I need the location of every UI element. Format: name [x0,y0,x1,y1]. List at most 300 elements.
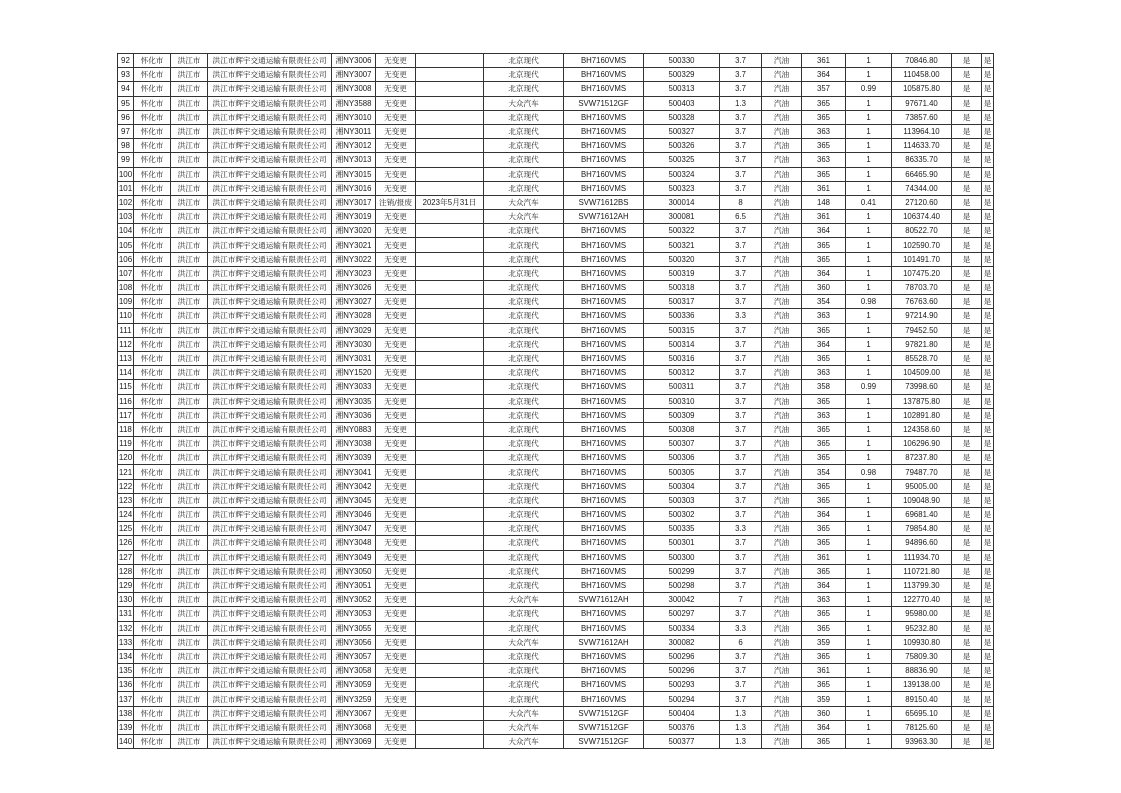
cell-county: 洪江市 [171,153,208,167]
cell-row-number: 119 [118,437,134,451]
cell-flag-a: 是 [952,408,982,422]
cell-model: BH7160VMS [564,266,644,280]
cell-county: 洪江市 [171,281,208,295]
cell-flag-b: 是 [982,394,994,408]
cell-plate-number: 湘NY3022 [332,252,376,266]
cell-change-status: 无变更 [376,110,416,124]
cell-displacement: 3.7 [720,692,762,706]
cell-operating-days: 365 [802,238,846,252]
cell-company: 洪江市辉宇交通运输有限责任公司 [208,692,332,706]
cell-city: 怀化市 [134,479,171,493]
cell-company: 洪江市辉宇交通运输有限责任公司 [208,408,332,422]
cell-brand: 大众汽车 [484,735,564,749]
cell-operating-days: 365 [802,96,846,110]
cell-brand: 北京现代 [484,408,564,422]
cell-displacement: 3.7 [720,578,762,592]
cell-plate-number: 湘NY3028 [332,309,376,323]
cell-company: 洪江市辉宇交通运输有限责任公司 [208,380,332,394]
cell-ratio: 1 [846,720,892,734]
cell-row-number: 124 [118,508,134,522]
cell-row-number: 138 [118,706,134,720]
cell-change-date [416,649,484,663]
cell-change-status: 无变更 [376,735,416,749]
cell-vehicle-code: 500312 [644,366,720,380]
cell-brand: 北京现代 [484,181,564,195]
cell-change-date [416,706,484,720]
cell-brand: 大众汽车 [484,720,564,734]
cell-flag-b: 是 [982,522,994,536]
cell-change-date [416,337,484,351]
cell-brand: 北京现代 [484,578,564,592]
cell-plate-number: 湘NY3017 [332,195,376,209]
cell-model: BH7160VMS [564,181,644,195]
cell-flag-b: 是 [982,337,994,351]
cell-city: 怀化市 [134,195,171,209]
cell-flag-a: 是 [952,437,982,451]
cell-model: BH7160VMS [564,309,644,323]
cell-flag-b: 是 [982,607,994,621]
cell-ratio: 1 [846,252,892,266]
cell-change-date [416,578,484,592]
cell-row-number: 132 [118,621,134,635]
cell-row-number: 108 [118,281,134,295]
cell-model: SVW71612AH [564,593,644,607]
cell-change-date [416,550,484,564]
cell-displacement: 3.7 [720,564,762,578]
cell-ratio: 1 [846,224,892,238]
cell-city: 怀化市 [134,82,171,96]
cell-flag-a: 是 [952,366,982,380]
cell-operating-days: 365 [802,522,846,536]
cell-flag-b: 是 [982,437,994,451]
cell-change-status: 无变更 [376,252,416,266]
cell-flag-b: 是 [982,195,994,209]
cell-change-status: 无变更 [376,380,416,394]
cell-brand: 北京现代 [484,224,564,238]
cell-model: BH7160VMS [564,536,644,550]
cell-city: 怀化市 [134,167,171,181]
cell-company: 洪江市辉宇交通运输有限责任公司 [208,195,332,209]
cell-city: 怀化市 [134,323,171,337]
cell-model: BH7160VMS [564,110,644,124]
cell-city: 怀化市 [134,706,171,720]
cell-row-number: 134 [118,649,134,663]
cell-flag-a: 是 [952,536,982,550]
cell-change-status: 无变更 [376,437,416,451]
cell-change-date [416,110,484,124]
cell-county: 洪江市 [171,465,208,479]
cell-amount: 102891.80 [892,408,952,422]
table-row [118,68,994,82]
cell-operating-days: 363 [802,309,846,323]
cell-company: 洪江市辉宇交通运输有限责任公司 [208,578,332,592]
table-row [118,678,994,692]
cell-brand: 北京现代 [484,309,564,323]
cell-model: BH7160VMS [564,54,644,68]
cell-fuel-type: 汽油 [762,635,802,649]
cell-vehicle-code: 500309 [644,408,720,422]
cell-row-number: 98 [118,139,134,153]
cell-vehicle-code: 500311 [644,380,720,394]
cell-vehicle-code: 500315 [644,323,720,337]
table-row [118,607,994,621]
cell-brand: 大众汽车 [484,635,564,649]
cell-operating-days: 365 [802,564,846,578]
cell-model: SVW71612AH [564,635,644,649]
cell-company: 洪江市辉宇交通运输有限责任公司 [208,110,332,124]
cell-amount: 102590.70 [892,238,952,252]
cell-brand: 北京现代 [484,451,564,465]
cell-displacement: 3.7 [720,238,762,252]
cell-flag-a: 是 [952,678,982,692]
cell-company: 洪江市辉宇交通运输有限责任公司 [208,139,332,153]
cell-fuel-type: 汽油 [762,649,802,663]
cell-brand: 北京现代 [484,564,564,578]
cell-flag-a: 是 [952,124,982,138]
cell-change-date [416,153,484,167]
cell-flag-a: 是 [952,224,982,238]
cell-change-date [416,252,484,266]
cell-vehicle-code: 500303 [644,493,720,507]
cell-company: 洪江市辉宇交通运输有限责任公司 [208,238,332,252]
cell-operating-days: 363 [802,124,846,138]
cell-model: BH7160VMS [564,252,644,266]
cell-flag-a: 是 [952,607,982,621]
cell-vehicle-code: 500323 [644,181,720,195]
cell-ratio: 1 [846,635,892,649]
cell-company: 洪江市辉宇交通运输有限责任公司 [208,68,332,82]
cell-change-status: 无变更 [376,720,416,734]
cell-change-status: 无变更 [376,54,416,68]
cell-company: 洪江市辉宇交通运输有限责任公司 [208,351,332,365]
cell-city: 怀化市 [134,210,171,224]
cell-county: 洪江市 [171,252,208,266]
cell-brand: 北京现代 [484,692,564,706]
cell-brand: 北京现代 [484,607,564,621]
cell-ratio: 1 [846,139,892,153]
cell-amount: 76763.60 [892,295,952,309]
cell-displacement: 1.3 [720,735,762,749]
cell-displacement: 8 [720,195,762,209]
cell-vehicle-code: 500316 [644,351,720,365]
cell-operating-days: 365 [802,451,846,465]
cell-vehicle-code: 500306 [644,451,720,465]
cell-plate-number: 湘NY3048 [332,536,376,550]
cell-change-status: 无变更 [376,493,416,507]
cell-amount: 78125.60 [892,720,952,734]
cell-flag-b: 是 [982,96,994,110]
cell-model: BH7160VMS [564,323,644,337]
table-row [118,323,994,337]
cell-fuel-type: 汽油 [762,408,802,422]
cell-vehicle-code: 500403 [644,96,720,110]
cell-operating-days: 363 [802,593,846,607]
cell-brand: 北京现代 [484,380,564,394]
table-row [118,578,994,592]
cell-row-number: 104 [118,224,134,238]
cell-model: SVW71612AH [564,210,644,224]
cell-brand: 北京现代 [484,337,564,351]
cell-flag-a: 是 [952,479,982,493]
cell-flag-b: 是 [982,351,994,365]
cell-model: BH7160VMS [564,366,644,380]
cell-city: 怀化市 [134,110,171,124]
cell-city: 怀化市 [134,309,171,323]
cell-plate-number: 湘NY3051 [332,578,376,592]
cell-flag-a: 是 [952,635,982,649]
cell-city: 怀化市 [134,493,171,507]
cell-plate-number: 湘NY3007 [332,68,376,82]
cell-brand: 大众汽车 [484,593,564,607]
cell-fuel-type: 汽油 [762,522,802,536]
cell-plate-number: 湘NY3042 [332,479,376,493]
cell-fuel-type: 汽油 [762,451,802,465]
cell-change-date [416,295,484,309]
cell-model: BH7160VMS [564,607,644,621]
cell-brand: 北京现代 [484,68,564,82]
cell-operating-days: 365 [802,607,846,621]
cell-flag-b: 是 [982,238,994,252]
cell-ratio: 1 [846,351,892,365]
cell-displacement: 3.7 [720,281,762,295]
cell-flag-a: 是 [952,550,982,564]
cell-operating-days: 365 [802,536,846,550]
cell-ratio: 1 [846,678,892,692]
cell-change-status: 无变更 [376,266,416,280]
cell-vehicle-code: 500377 [644,735,720,749]
cell-operating-days: 360 [802,706,846,720]
cell-fuel-type: 汽油 [762,323,802,337]
cell-ratio: 1 [846,578,892,592]
cell-change-date [416,139,484,153]
cell-ratio: 1 [846,451,892,465]
cell-ratio: 0.99 [846,380,892,394]
cell-vehicle-code: 500304 [644,479,720,493]
cell-fuel-type: 汽油 [762,224,802,238]
cell-city: 怀化市 [134,692,171,706]
cell-company: 洪江市辉宇交通运输有限责任公司 [208,337,332,351]
cell-ratio: 1 [846,550,892,564]
cell-ratio: 0.99 [846,82,892,96]
cell-fuel-type: 汽油 [762,720,802,734]
cell-change-status: 无变更 [376,124,416,138]
cell-fuel-type: 汽油 [762,181,802,195]
cell-change-date [416,380,484,394]
cell-city: 怀化市 [134,139,171,153]
cell-change-date [416,465,484,479]
cell-plate-number: 湘NY3068 [332,720,376,734]
cell-model: SVW71612BS [564,195,644,209]
cell-plate-number: 湘NY3046 [332,508,376,522]
cell-plate-number: 湘NY3069 [332,735,376,749]
cell-plate-number: 湘NY0883 [332,422,376,436]
table-row [118,692,994,706]
cell-vehicle-code: 500307 [644,437,720,451]
cell-fuel-type: 汽油 [762,664,802,678]
cell-amount: 79854.80 [892,522,952,536]
cell-ratio: 1 [846,238,892,252]
cell-flag-a: 是 [952,68,982,82]
cell-change-status: 无变更 [376,181,416,195]
cell-fuel-type: 汽油 [762,68,802,82]
cell-change-status: 无变更 [376,281,416,295]
cell-change-status: 无变更 [376,706,416,720]
cell-change-date [416,309,484,323]
cell-flag-a: 是 [952,735,982,749]
cell-plate-number: 湘NY3055 [332,621,376,635]
cell-row-number: 126 [118,536,134,550]
cell-change-date [416,678,484,692]
cell-flag-b: 是 [982,706,994,720]
cell-company: 洪江市辉宇交通运输有限责任公司 [208,394,332,408]
cell-ratio: 1 [846,124,892,138]
cell-fuel-type: 汽油 [762,621,802,635]
cell-model: BH7160VMS [564,394,644,408]
cell-operating-days: 364 [802,68,846,82]
table-row [118,139,994,153]
cell-change-date [416,437,484,451]
cell-fuel-type: 汽油 [762,536,802,550]
cell-fuel-type: 汽油 [762,422,802,436]
cell-model: BH7160VMS [564,82,644,96]
cell-county: 洪江市 [171,110,208,124]
cell-city: 怀化市 [134,578,171,592]
cell-operating-days: 358 [802,380,846,394]
cell-operating-days: 365 [802,437,846,451]
cell-change-date [416,181,484,195]
cell-fuel-type: 汽油 [762,266,802,280]
cell-county: 洪江市 [171,238,208,252]
cell-displacement: 1.3 [720,720,762,734]
cell-fuel-type: 汽油 [762,564,802,578]
cell-brand: 北京现代 [484,266,564,280]
cell-change-date [416,621,484,635]
cell-flag-b: 是 [982,309,994,323]
cell-vehicle-code: 500318 [644,281,720,295]
cell-plate-number: 湘NY3013 [332,153,376,167]
cell-operating-days: 354 [802,295,846,309]
cell-city: 怀化市 [134,351,171,365]
cell-company: 洪江市辉宇交通运输有限责任公司 [208,465,332,479]
cell-ratio: 1 [846,337,892,351]
cell-fuel-type: 汽油 [762,337,802,351]
cell-change-status: 无变更 [376,621,416,635]
cell-change-status: 无变更 [376,337,416,351]
cell-county: 洪江市 [171,621,208,635]
cell-change-status: 无变更 [376,351,416,365]
cell-amount: 113799.30 [892,578,952,592]
cell-flag-a: 是 [952,564,982,578]
cell-plate-number: 湘NY3023 [332,266,376,280]
table-row [118,465,994,479]
cell-fuel-type: 汽油 [762,281,802,295]
cell-displacement: 3.7 [720,550,762,564]
cell-amount: 113964.10 [892,124,952,138]
cell-plate-number: 湘NY3020 [332,224,376,238]
cell-city: 怀化市 [134,408,171,422]
cell-change-status: 注销/报废 [376,195,416,209]
cell-fuel-type: 汽油 [762,479,802,493]
cell-brand: 北京现代 [484,493,564,507]
cell-fuel-type: 汽油 [762,678,802,692]
cell-change-status: 无变更 [376,607,416,621]
cell-amount: 74344.00 [892,181,952,195]
cell-displacement: 3.7 [720,408,762,422]
table-row [118,210,994,224]
cell-city: 怀化市 [134,564,171,578]
cell-flag-a: 是 [952,394,982,408]
cell-change-status: 无变更 [376,564,416,578]
cell-flag-a: 是 [952,649,982,663]
cell-fuel-type: 汽油 [762,493,802,507]
cell-county: 洪江市 [171,522,208,536]
cell-displacement: 3.7 [720,124,762,138]
cell-change-status: 无变更 [376,451,416,465]
cell-change-status: 无变更 [376,479,416,493]
cell-displacement: 3.7 [720,224,762,238]
cell-brand: 北京现代 [484,437,564,451]
cell-row-number: 112 [118,337,134,351]
cell-vehicle-code: 500297 [644,607,720,621]
cell-flag-a: 是 [952,195,982,209]
cell-change-status: 无变更 [376,224,416,238]
cell-flag-a: 是 [952,692,982,706]
cell-change-date [416,564,484,578]
cell-flag-b: 是 [982,82,994,96]
cell-plate-number: 湘NY3057 [332,649,376,663]
cell-plate-number: 湘NY3067 [332,706,376,720]
cell-county: 洪江市 [171,720,208,734]
cell-change-status: 无变更 [376,96,416,110]
cell-model: BH7160VMS [564,337,644,351]
cell-change-status: 无变更 [376,508,416,522]
cell-operating-days: 365 [802,351,846,365]
cell-ratio: 1 [846,153,892,167]
cell-model: BH7160VMS [564,380,644,394]
cell-company: 洪江市辉宇交通运输有限责任公司 [208,153,332,167]
cell-brand: 大众汽车 [484,96,564,110]
cell-flag-a: 是 [952,96,982,110]
cell-ratio: 0.98 [846,295,892,309]
cell-brand: 北京现代 [484,54,564,68]
cell-plate-number: 湘NY3045 [332,493,376,507]
cell-county: 洪江市 [171,678,208,692]
cell-county: 洪江市 [171,351,208,365]
cell-vehicle-code: 300042 [644,593,720,607]
table-row [118,536,994,550]
cell-change-status: 无变更 [376,210,416,224]
cell-operating-days: 359 [802,692,846,706]
table-row [118,649,994,663]
cell-brand: 北京现代 [484,479,564,493]
cell-amount: 79452.50 [892,323,952,337]
cell-plate-number: 湘NY3026 [332,281,376,295]
cell-flag-b: 是 [982,68,994,82]
cell-row-number: 125 [118,522,134,536]
cell-county: 洪江市 [171,550,208,564]
cell-county: 洪江市 [171,564,208,578]
cell-brand: 北京现代 [484,351,564,365]
cell-row-number: 131 [118,607,134,621]
cell-fuel-type: 汽油 [762,238,802,252]
cell-change-status: 无变更 [376,408,416,422]
cell-ratio: 1 [846,593,892,607]
cell-model: BH7160VMS [564,493,644,507]
cell-city: 怀化市 [134,124,171,138]
cell-company: 洪江市辉宇交通运输有限责任公司 [208,735,332,749]
cell-brand: 北京现代 [484,323,564,337]
cell-displacement: 3.7 [720,139,762,153]
